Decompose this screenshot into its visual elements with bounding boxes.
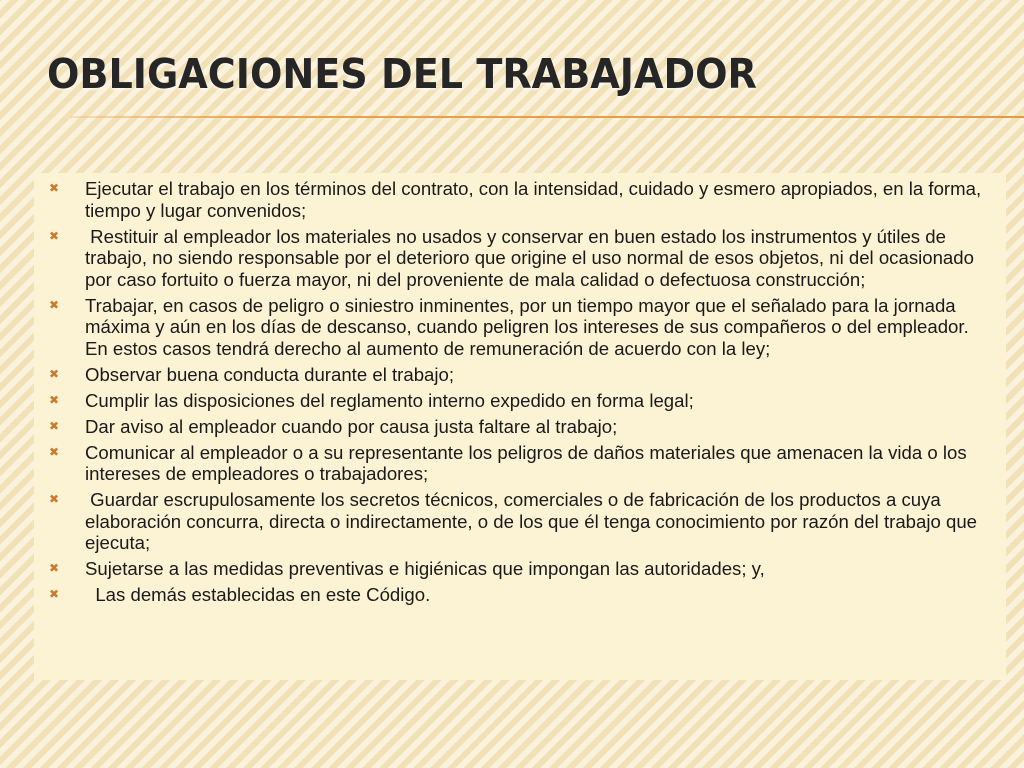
list-item — [47, 226, 990, 291]
bullet-list — [47, 178, 990, 606]
x-mark-icon: ✖ — [49, 418, 60, 433]
list-item-text: Observar buena conducta durante el trabajo; — [85, 363, 455, 385]
list-item-text: Guardar escrupulosamente los secretos técnicos, comerciales o de fabricación de los productos a cuya elaboración concurra, directa o indirectamente, o de los que él tenga conocimiento por razón del trabajo que ejecuta; — [85, 489, 983, 553]
x-mark-icon: ✖ — [49, 297, 60, 312]
x-mark-icon: ✖ — [49, 366, 60, 381]
content-box — [34, 173, 1006, 680]
x-mark-icon: ✖ — [49, 228, 60, 243]
slide-title: OBLIGACIONES DEL TRABAJADOR — [47, 50, 757, 98]
x-mark-icon: ✖ — [49, 561, 60, 575]
x-mark-icon: ✖ — [49, 444, 60, 459]
x-mark-icon: ✖ — [49, 492, 60, 506]
list-item — [47, 178, 990, 221]
list-item-text: Sujetarse a las medidas preventivas e higiénicas que impongan las autoridades; y, — [85, 558, 765, 579]
list-item — [47, 442, 990, 485]
list-item-text: Cumplir las disposiciones del reglamento interno expedido en forma legal; — [85, 389, 694, 411]
list-item-text: Dar aviso al empleador cuando por causa justa faltare al trabajo; — [85, 415, 618, 437]
list-item-text: Restituir al empleador los materiales no usados y conservar en buen estado los instrumentos y útiles de trabajo, no siendo responsable por el deterioro que origine el uso normal de esos objetos, ni del ocasionado por caso fortuito o fuerza mayor, ni del proveniente de mala calidad o defectuosa construcción; — [85, 225, 980, 290]
list-item — [47, 390, 990, 412]
list-item — [47, 364, 990, 386]
list-item-text: Ejecutar el trabajo en los términos del contrato, con la intensidad, cuidado y esmero apropiados, en la forma, tiempo y lugar convenidos; — [85, 178, 987, 221]
x-mark-icon: ✖ — [49, 392, 60, 407]
list-item-text: Comunicar al empleador o a su representante los peligros de daños materiales que amenacen la vida o los intereses de empleadores o trabajadores; — [85, 441, 972, 484]
x-mark-icon: ✖ — [49, 587, 60, 601]
list-item-text: Trabajar, en casos de peligro o siniestro inminentes, por un tiempo mayor que el señalado para la jornada máxima y aún en los días de descanso, cuando peligren los intereses de sus compañeros o del empleador. En estos casos tendrá derecho al aumento de remuneración de acuerdo con la ley; — [85, 294, 974, 359]
list-item — [47, 558, 990, 580]
title-underline — [70, 116, 1024, 118]
x-mark-icon: ✖ — [49, 181, 60, 195]
list-item — [47, 416, 990, 438]
list-item — [47, 489, 990, 554]
list-item-text: Las demás establecidas en este Código. — [85, 584, 431, 605]
list-item — [47, 584, 990, 606]
list-item — [47, 295, 990, 360]
